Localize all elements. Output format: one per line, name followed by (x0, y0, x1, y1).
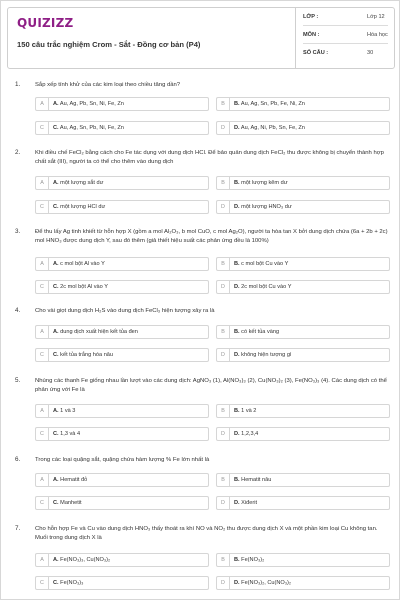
option-label: C. (53, 125, 59, 131)
option-d[interactable] (216, 280, 390, 294)
meta-subject (298, 28, 394, 44)
option-text: Xiđerit (241, 500, 258, 506)
option-letter: C (36, 349, 49, 361)
worksheet-title: 150 câu trắc nghiệm Crom - Sắt - Đồng cơ bản (P4) (17, 40, 201, 49)
meta-divider-line (303, 25, 388, 26)
option-label: D. (234, 125, 240, 131)
quizizz-logo: QUIZIZZ (17, 16, 74, 30)
option-c[interactable] (35, 121, 209, 135)
option-letter: B (217, 177, 230, 189)
option-text: Hematit đỏ (60, 477, 88, 483)
question-number: 6. (15, 456, 21, 463)
question-number: 7. (15, 525, 21, 532)
option-letter: A (36, 177, 49, 189)
question-text: Cho hỗn hợp Fe và Cu vào dung dịch HNO₃ thấy thoát ra khí NO và NO₂ thu được dung dịch X và một phần kim loại Cu không tan. Muối trong dung dịch X là (35, 526, 378, 541)
option-letter: B (217, 258, 230, 270)
option-c[interactable] (35, 348, 209, 362)
option-letter: C (36, 497, 49, 509)
option-d[interactable] (216, 121, 390, 135)
option-text: kết tủa trắng hóa nâu (60, 352, 114, 358)
option-label: B. (234, 180, 240, 186)
option-letter: A (36, 258, 49, 270)
option-b[interactable] (216, 325, 390, 339)
option-label: D. (234, 352, 240, 358)
option-letter: C (36, 201, 49, 213)
option-label: A. (53, 180, 59, 186)
meta-subject-label: MÔN : (303, 32, 320, 38)
option-text: Au, Ag, Pb, Sn, Ni, Fe, Zn (59, 101, 124, 107)
option-letter: D (217, 577, 230, 589)
question-number: 2. (15, 149, 21, 156)
option-label: C. (53, 352, 59, 358)
option-text: một lượng HNO₃ dư (241, 204, 292, 210)
option-text: 1 và 2 (241, 408, 257, 414)
option-text: một lượng sắt dư (60, 180, 104, 186)
option-text: c mol bột Al vào Y (60, 261, 105, 267)
option-b[interactable] (216, 97, 390, 111)
option-letter: C (36, 281, 49, 293)
option-text: có kết tủa vàng (241, 329, 280, 335)
option-text: một lượng HCl dư (60, 204, 106, 210)
option-letter: B (217, 98, 230, 110)
question-text: Nhúng các thanh Fe giống nhau lần lượt vào các dung dịch: AgNO₃ (1), Al(NO₃)₃ (2), Cu(NO₃)₂ (3), Fe(NO₃)₃ (4). Các dung dịch có thể phản ứng với Fe là (35, 378, 387, 393)
option-b[interactable] (216, 473, 390, 487)
option-text: một lượng kẽm dư (241, 180, 288, 186)
header-divider (295, 8, 296, 68)
option-a[interactable] (35, 473, 209, 487)
option-text: 1,3 và 4 (60, 431, 81, 437)
option-text: Fe(NO₃)₃ (60, 580, 84, 586)
option-label: B. (234, 557, 240, 563)
option-letter: D (217, 497, 230, 509)
option-a[interactable] (35, 176, 209, 190)
option-label: D. (234, 284, 240, 290)
option-label: B. (234, 329, 240, 335)
option-text: không hiện tượng gì (241, 352, 292, 358)
option-d[interactable] (216, 348, 390, 362)
meta-grade-value: Lớp 12 (367, 14, 385, 20)
option-text: dung dịch xuất hiện kết tủa đen (60, 329, 138, 335)
option-d[interactable] (216, 576, 390, 590)
option-text: Fe(NO₃)₂ (241, 557, 265, 563)
option-text: Au, Ag, Ni, Pb, Sn, Fe, Zn (240, 125, 305, 131)
option-label: A. (53, 329, 59, 335)
option-label: A. (53, 557, 59, 563)
question-number: 1. (15, 81, 21, 88)
option-label: B. (234, 477, 240, 483)
option-a[interactable] (35, 553, 209, 567)
option-text: 2c mol bột Al vào Y (60, 284, 108, 290)
option-c[interactable] (35, 200, 209, 214)
option-letter: D (217, 201, 230, 213)
option-label: B. (234, 101, 240, 107)
option-letter: D (217, 428, 230, 440)
option-label: A. (53, 477, 59, 483)
meta-count-label: SỐ CÂU : (303, 50, 329, 56)
option-letter: D (217, 349, 230, 361)
meta-subject-value: Hóa học (367, 32, 388, 38)
option-text: Fe(NO₃)₃, Cu(NO₃)₂ (60, 557, 111, 563)
question-text: Cho vài giọt dung dịch H₂S vào dung dịch FeCl₃ hiện tượng xảy ra là (35, 308, 215, 314)
option-letter: B (217, 405, 230, 417)
option-text: Fe(NO₃)₂, Cu(NO₃)₂ (241, 580, 292, 586)
meta-divider-line (303, 43, 388, 44)
option-a[interactable] (35, 325, 209, 339)
option-a[interactable] (35, 97, 209, 111)
question-number: 3. (15, 228, 21, 235)
question-number: 4. (15, 307, 21, 314)
option-c[interactable] (35, 496, 209, 510)
option-a[interactable] (35, 257, 209, 271)
option-b[interactable] (216, 404, 390, 418)
option-letter: A (36, 405, 49, 417)
option-text: c mol bột Cu vào Y (241, 261, 289, 267)
option-letter: A (36, 98, 49, 110)
option-d[interactable] (216, 200, 390, 214)
option-label: D. (234, 580, 240, 586)
question-number: 5. (15, 377, 21, 384)
option-label: C. (53, 204, 59, 210)
question-text: Khi điều chế FeCl₂ bằng cách cho Fe tác dụng với dung dịch HCl. Để bảo quản dung dịch FeCl₂ thu được không bị chuyển thành hợp chất sắt (III), người ta có thể cho thêm vào dung dịch (35, 150, 384, 165)
option-letter: C (36, 428, 49, 440)
option-label: C. (53, 580, 59, 586)
meta-grade-label: LỚP : (303, 14, 319, 20)
option-c[interactable] (35, 576, 209, 590)
meta-grade (298, 10, 394, 26)
option-letter: C (36, 122, 49, 134)
option-text: Manhetit (60, 500, 82, 506)
option-letter: C (36, 577, 49, 589)
option-label: C. (53, 284, 59, 290)
option-d[interactable] (216, 496, 390, 510)
option-a[interactable] (35, 404, 209, 418)
option-text: 1,2,3,4 (241, 431, 259, 437)
option-label: D. (234, 500, 240, 506)
option-text: 2c mol bột Cu vào Y (241, 284, 292, 290)
option-letter: D (217, 122, 230, 134)
option-d[interactable] (216, 427, 390, 441)
meta-count (298, 46, 394, 62)
meta-count-value: 30 (367, 50, 374, 56)
option-label: C. (53, 431, 59, 437)
option-label: C. (53, 500, 59, 506)
option-letter: B (217, 554, 230, 566)
option-label: A. (53, 408, 59, 414)
option-text: Hematit nâu (241, 477, 272, 483)
option-c[interactable] (35, 280, 209, 294)
option-label: A. (53, 101, 59, 107)
option-text: Au, Ag, Sn, Pb, Ni, Fe, Zn (59, 125, 124, 131)
option-letter: A (36, 326, 49, 338)
option-b[interactable] (216, 553, 390, 567)
question-text: Trong các loại quặng sắt, quặng chứa hàm lượng % Fe lớn nhất là (35, 457, 210, 463)
option-label: B. (234, 261, 240, 267)
option-label: D. (234, 204, 240, 210)
option-text: Au, Ag, Sn, Pb, Fe, Ni, Zn (240, 101, 305, 107)
question-text: Sắp xếp tính khử của các kim loại theo chiều tăng dần? (35, 82, 181, 88)
worksheet-header (7, 7, 395, 69)
option-label: D. (234, 431, 240, 437)
option-label: A. (53, 261, 59, 267)
option-text: 1 và 3 (60, 408, 76, 414)
option-b[interactable] (216, 257, 390, 271)
option-b[interactable] (216, 176, 390, 190)
option-c[interactable] (35, 427, 209, 441)
option-letter: A (36, 474, 49, 486)
option-letter: D (217, 281, 230, 293)
option-letter: B (217, 474, 230, 486)
option-label: B. (234, 408, 240, 414)
question-text: Để thu lấy Ag tinh khiết từ hỗn hợp X (gồm a mol Al₂O₃, b mol CuO, c mol Ag₂O), người ta hòa tan X bởi dung dịch chứa (6a + 2b + 2c) mol HNO₃ được dung dịch Y, sau đó thêm (giả thiết hiệu suất các phản ứng đều là 100%) (35, 229, 388, 244)
option-letter: A (36, 554, 49, 566)
option-letter: B (217, 326, 230, 338)
